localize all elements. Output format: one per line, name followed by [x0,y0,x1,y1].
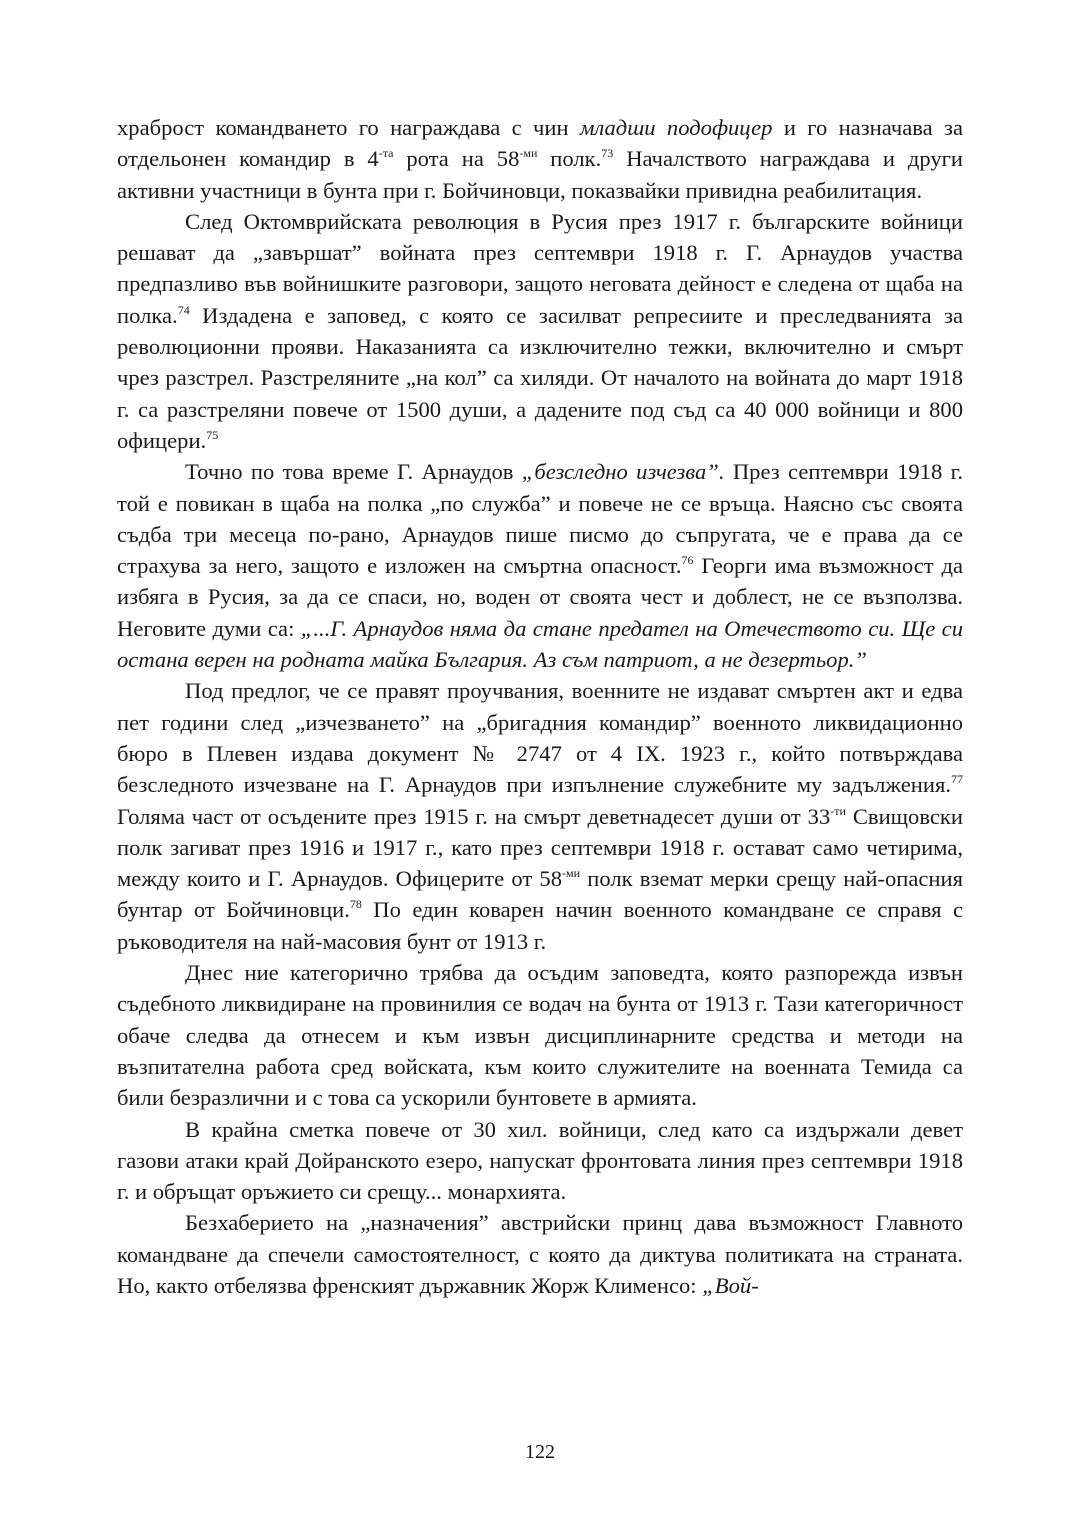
paragraph [117,456,963,675]
text-run: В крайна сметка повече от 30 хил. войници, след като са издържали девет газови атаки край Дойранското езеро, напускат фронтовата линия през септември 1918 г. и обръщат оръжието си срещу... монархията. [117,1116,963,1205]
ordinal-suffix: -та [378,146,394,161]
footnote-ref: 76 [681,553,694,568]
text-run: рота на 58 [393,146,520,172]
ordinal-suffix: -ми [519,146,538,161]
italic-run: „...Г. Арнаудов няма да стане предател на Отечеството си. Ще си остана верен на родната майка България. Аз съм патриот, а не дезертьор.” [117,615,963,673]
paragraph [117,206,963,456]
paragraph [117,675,963,957]
text-run: Издадена е заповед, с която се засилват репресиите и преследванията за революционни прояви. Наказанията са изключително тежки, включително и смърт чрез разстрел. Разстреляните „на кол” са хиляди. От началото на войната до март 1918 г. са разстреляни повече от 1500 души, а дадените под съд са 40 000 войници и 800 офицери. [117,302,963,453]
text-run: Георги има възможност да избяга в Русия, за да се спаси, но, воден от своята чест и доблест, не се възползва. Неговите думи са: [117,553,964,641]
text-run: Началството награждава и други активни участници в бунта при г. Бойчиновци, показвайки привидна реабилитация. [117,146,964,203]
footnote-ref: 77 [951,772,963,787]
text-run: Безхаберието на „назначения” австрийски принц дава възможност Главното командване да спечели самостоятелност, с която да диктува политиката на страната. Но, както отбелязва френският държавник Жорж Клименсо: [117,1210,963,1298]
text-run: След Октомврийската революция в Русия през 1917 г. българските войници решават да „завършат” войната през септември 1918 г. Г. Арнаудов участва предпазливо във войнишките разговори, защото неговата дейност е следена от щаба на полка. [117,208,963,328]
text-run: Голяма част от осъдените през 1915 г. на смърт деветнадесет души от 33 [117,803,831,829]
footnote-ref: 73 [601,146,614,161]
italic-run: „безследно изчезва”. [521,459,725,485]
text-run: полк вземат мерки срещу най-опасния бунтар от Бойчиновци. [117,866,963,923]
footnote-ref: 75 [206,427,219,442]
text-run: Днес ние категорично трябва да осъдим заповедта, която разпорежда извън съдебното ликвидиране на провинилия се водач на бунта от 1913 г. Тази категоричност обаче следва да отнесем и към извън дисциплинарните средства и методи на възпитателна работа сред войската, към които служителите на военната Темида са били безразлични и с това са ускорили бунтовете в армията. [117,960,963,1111]
paragraph [117,1207,963,1301]
text-run: храброст командването го награждава с чин [117,115,580,140]
page-number: 122 [525,1441,555,1463]
text-run: Свищовски полк загиват през 1916 и 1917 г., като през септември 1918 г. остават само четирима, между които и Г. Арнаудов. Офицерите от 58 [117,803,963,892]
text-run: През септември 1918 г. той е повикан в щаба на полка „по служба” и повече не се връща. Наясно със своята съдба три месеца по-рано, Арнаудов пише писмо до съпругата, че е права да се страхува за него, защото е изложен на смъртна опасност. [117,459,964,579]
italic-run: „Вой- [702,1272,759,1298]
footnote-ref: 78 [349,897,362,912]
italic-run: младши подофицер [579,115,773,140]
text-run: и го назначава за отдельонен командир в 4 [117,115,963,172]
text-run: Под предлог, че се правят проучвания, военните не издават смъртен акт и едва пет години след „изчезването” на „бригадния командир” военното ликвидационно бюро в Плевен издава документ № 2747 от 4 IX. 1923 г., който потвърждава безследното изчезване на Г. Арнаудов при изпълнение служебните му задължения. [117,678,963,798]
text-run: полк. [537,146,602,172]
paragraph [117,957,963,1113]
paragraph [117,112,963,206]
ordinal-suffix: -ми [562,866,581,881]
paragraph [117,1114,963,1208]
text-run: По един коварен начин военното командване се справя с ръководителя на най-масовия бунт от 1913 г. [117,897,963,954]
ordinal-suffix: -ти [830,803,846,818]
footnote-ref: 74 [177,302,190,317]
body-text [117,112,963,1301]
text-run: Точно по това време Г. Арнаудов [185,459,522,485]
